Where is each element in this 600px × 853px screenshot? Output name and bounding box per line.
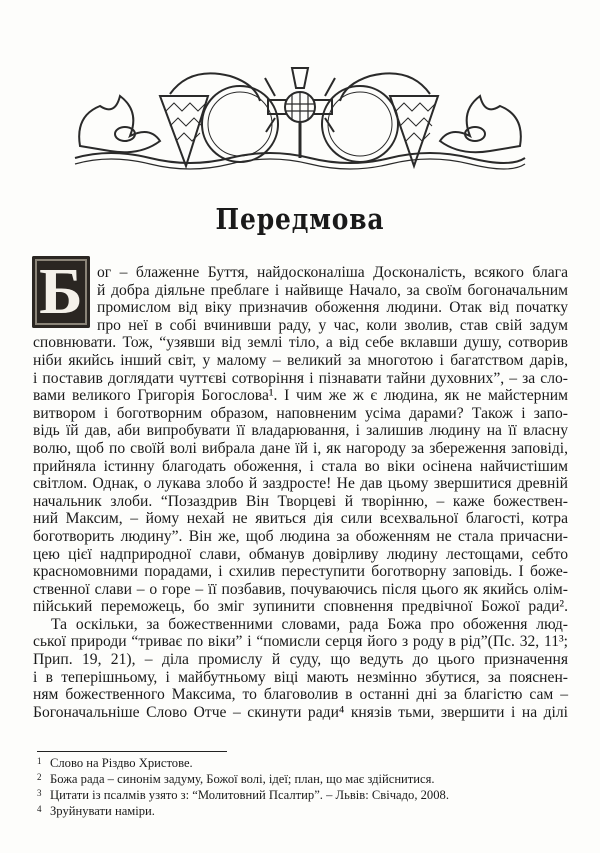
- footnote-divider: [37, 751, 227, 752]
- text-line: прийняла істинну благодать обоження, і стала во віки осінена найчистішим: [33, 457, 568, 475]
- footnote: [37, 755, 567, 771]
- text-line: Богоначальніше Слово Отче – скинути ради⁴ князів тьми, звершити і на ділі: [33, 703, 568, 721]
- footnote-number: 4: [37, 804, 42, 814]
- text-line: і поставив доглядати чуттєві сотворіння і пізнавати тайни духовних”, – за сло-: [33, 369, 568, 387]
- text-line: ственної слави – о горе – її позбавив, почуваючись після цього як якийсь олім-: [33, 580, 568, 598]
- text-line: і в теперішньому, і майбутньому віці мають незмінно збутися, за пояснен-: [33, 668, 568, 686]
- text-line: красномовними порадами, і схилив переступити боготворну заповідь. І боже-: [33, 563, 568, 581]
- footnote-text: Слово на Різдво Христове.: [50, 756, 193, 770]
- text-line: ог – блаженне Буття, найдосконаліша Досконалість, всякого блага: [97, 264, 568, 281]
- text-line: вами великого Григорія Богослова¹. І чим же ж є людина, як не майстерним: [33, 387, 568, 405]
- footnote: [37, 787, 567, 803]
- footnote-number: 1: [37, 756, 42, 766]
- footnote: [37, 771, 567, 787]
- text-line: відь їй дав, аби випробувати її владарювання, і залишив людину на її власну: [33, 422, 568, 440]
- page-title: Передмова: [215, 202, 385, 236]
- footnote-text: Божа рада – синонім задуму, Божої волі, ідеї; план, що має здійснитися.: [50, 772, 435, 786]
- text-line: ської природи “триває по віки” і “помисли серця його з роду в рід”(Пс. 32, 11³;: [33, 633, 568, 651]
- text-line: начальник злоби. “Позаздрив Він Творцеві й творінню, – каже божествен-: [33, 492, 568, 510]
- text-line: пійський переможець, бо зміг зупинити сповнення предвічної Божої ради².: [33, 598, 568, 616]
- text-line: ням божественного Максима, то благоволив в останні дні за благістю сам –: [33, 686, 568, 704]
- footnote-number: 3: [37, 788, 42, 798]
- footnote-text: Цитати із псалмів узято з: “Молитовний Псалтир”. – Львів: Свічадо, 2008.: [50, 788, 449, 802]
- footnote-number: 2: [37, 772, 42, 782]
- text-line: й добра діяльне преблаге і найвище Начало, за своїм богоначальним: [97, 281, 568, 299]
- text-line: про неї в собі вчинивши раду, у час, коли зволив, став свій задум: [97, 316, 568, 334]
- text-line: промислом від віку призначив обоження людини. Отак від початку: [97, 299, 568, 317]
- body-text: [33, 264, 568, 721]
- text-line: Прип. 19, 21), – діла промислу й суду, що ведуть до цього призначення: [33, 651, 568, 669]
- text-line: світлом. Однак, о лукава злобо й заздросте! Не дав цьому звершитися древній: [33, 475, 568, 493]
- footnote: [37, 803, 567, 819]
- text-line: сповнювати. Тож, “узявши від землі тіло, а від себе вклавши душу, сотворив: [33, 334, 568, 352]
- text-line: Та оскільки, за божественними словами, рада Божа про обоження люд-: [51, 615, 568, 633]
- text-line: витвором і боготворним образом, наповненим усіма дарами? Також і запо-: [33, 404, 568, 422]
- header-ornament: [70, 66, 530, 170]
- text-line: боготворить людину”. Він же, щоб людина за обоженням не стала причасни-: [33, 527, 568, 545]
- text-line: цею цієї надприродної слави, обманув довірливу людину лестощами, себто: [33, 545, 568, 563]
- text-line: ний Максим, – йому нехай не явиться дія сили всехвальної благості, котра: [33, 510, 568, 528]
- text-line: волю, щоб по своїй волі вибрала дане їй і, як нагороду за збереження заповіді,: [33, 439, 568, 457]
- drop-cap-initial: Б: [32, 256, 90, 328]
- footnotes: [37, 755, 567, 819]
- text-line: ніби якийсь інший світ, у малому – великий за многотою і багатством дарів,: [33, 351, 568, 369]
- footnote-text: Зруйнувати наміри.: [50, 804, 155, 818]
